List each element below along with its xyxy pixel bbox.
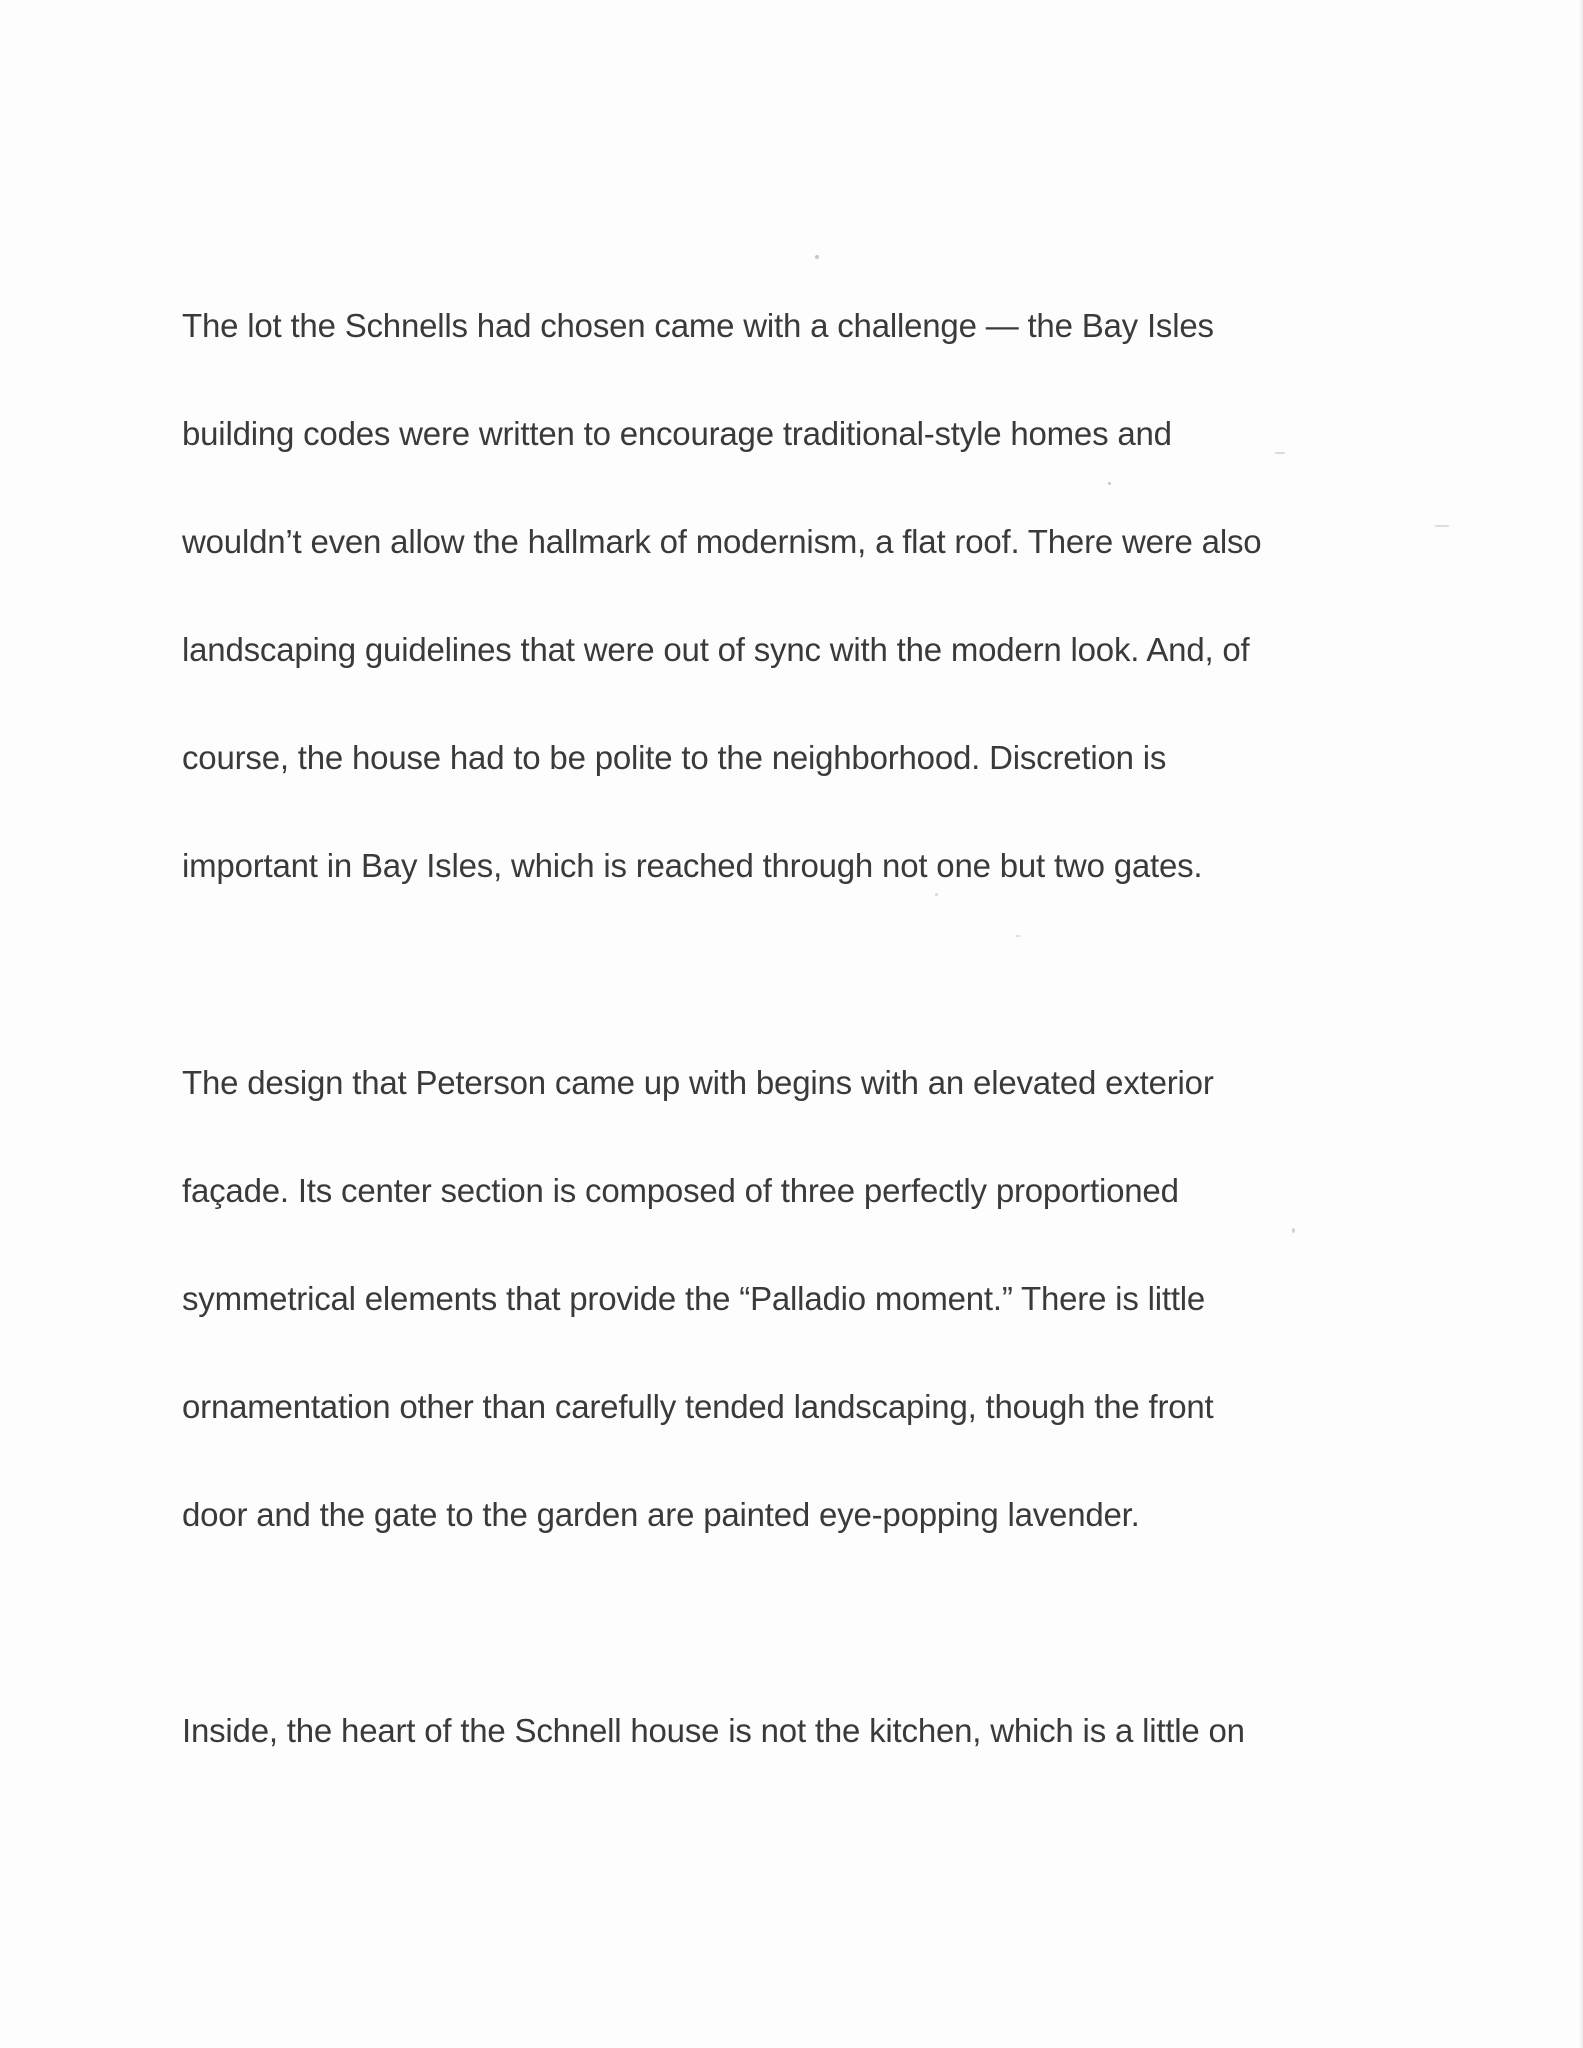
scan-speck — [815, 255, 819, 259]
scan-speck — [935, 893, 938, 896]
paragraph-2 — [182, 1029, 1422, 1569]
text-line: ornamentation other than carefully tended landscaping, though the front — [182, 1388, 1214, 1425]
scan-speck — [1275, 452, 1285, 454]
scan-speck — [1292, 1228, 1295, 1233]
text-line: Inside, the heart of the Schnell house is not the kitchen, which is a little on — [182, 1712, 1245, 1749]
text-line: important in Bay Isles, which is reached through not one but two gates. — [182, 847, 1203, 884]
text-line: course, the house had to be polite to the neighborhood. Discretion is — [182, 739, 1167, 776]
scan-speck — [1435, 525, 1449, 527]
text-line: symmetrical elements that provide the “Palladio moment.” There is little — [182, 1280, 1206, 1317]
scan-speck — [1108, 482, 1111, 485]
text-line: door and the gate to the garden are painted eye-popping lavender. — [182, 1496, 1140, 1533]
text-line: The lot the Schnells had chosen came with a challenge — the Bay Isles — [182, 307, 1214, 344]
text-line: wouldn’t even allow the hallmark of modernism, a flat roof. There were also — [182, 523, 1262, 560]
text-line: The design that Peterson came up with begins with an elevated exterior — [182, 1064, 1214, 1101]
text-line: façade. Its center section is composed of three perfectly proportioned — [182, 1172, 1179, 1209]
text-line: building codes were written to encourage traditional-style homes and — [182, 415, 1172, 452]
text-line: landscaping guidelines that were out of sync with the modern look. And, of — [182, 631, 1250, 668]
paragraph-1 — [182, 272, 1422, 920]
scan-edge — [1579, 0, 1583, 2048]
paragraph-3 — [182, 1677, 1422, 1785]
scan-speck — [1015, 935, 1021, 937]
